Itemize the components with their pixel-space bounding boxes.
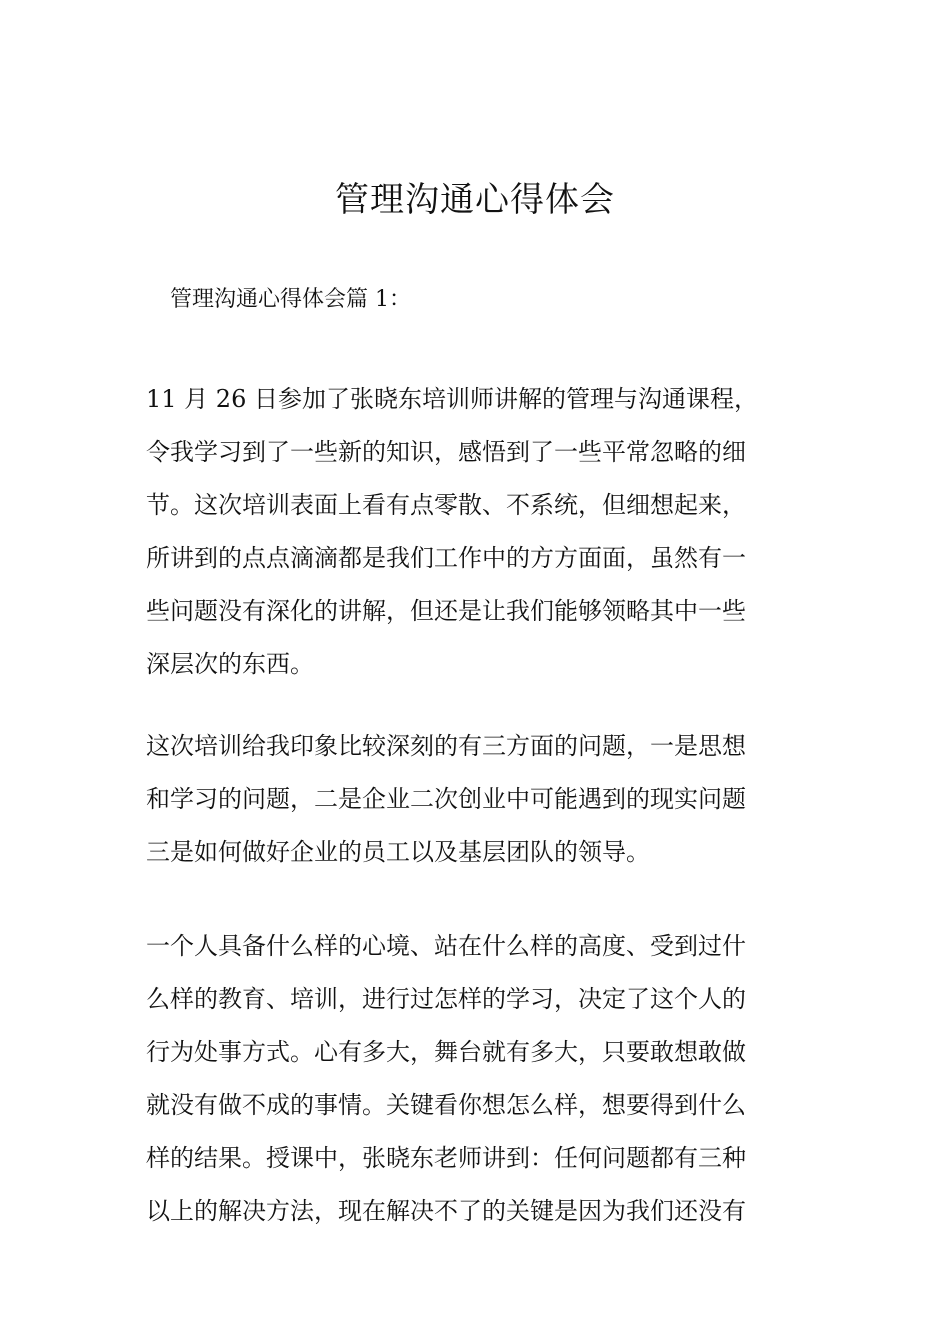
paragraph-line: 样的结果。授课中，张晓东老师讲到：任何问题都有三种	[146, 1144, 746, 1172]
paragraph-line: 和学习的问题，二是企业二次创业中可能遇到的现实问题	[146, 785, 746, 813]
section-heading: 管理沟通心得体会篇 1：	[170, 287, 411, 312]
paragraph-line: 令我学习到了一些新的知识，感悟到了一些平常忽略的细	[146, 438, 746, 466]
paragraph-line: 就没有做不成的事情。关键看你想怎么样，想要得到什么	[146, 1091, 746, 1119]
paragraph-line: 么样的教育、培训，进行过怎样的学习，决定了这个人的	[146, 985, 746, 1013]
paragraph-line: 些问题没有深化的讲解，但还是让我们能够领略其中一些	[146, 597, 746, 625]
paragraph-2	[146, 720, 808, 879]
paragraph-line: 这次培训给我印象比较深刻的有三方面的问题，一是思想	[146, 732, 746, 760]
paragraph-line: 三是如何做好企业的员工以及基层团队的领导。	[146, 838, 650, 866]
paragraph-3	[146, 920, 808, 1238]
paragraph-line: 一个人具备什么样的心境、站在什么样的高度、受到过什	[146, 932, 746, 960]
paragraph-line: 所讲到的点点滴滴都是我们工作中的方方面面，虽然有一	[146, 544, 746, 572]
paragraph-line: 行为处事方式。心有多大，舞台就有多大，只要敢想敢做	[146, 1038, 746, 1066]
paragraph-line: 节。这次培训表面上看有点零散、不系统，但细想起来，	[146, 491, 746, 519]
paragraph-line: 深层次的东西。	[146, 650, 314, 678]
document-title: 管理沟通心得体会	[335, 180, 615, 220]
paragraph-line: 11 月 26 日参加了张晓东培训师讲解的管理与沟通课程，	[146, 385, 758, 413]
paragraph-line: 以上的解决方法，现在解决不了的关键是因为我们还没有	[146, 1197, 746, 1225]
paragraph-1	[146, 373, 808, 691]
